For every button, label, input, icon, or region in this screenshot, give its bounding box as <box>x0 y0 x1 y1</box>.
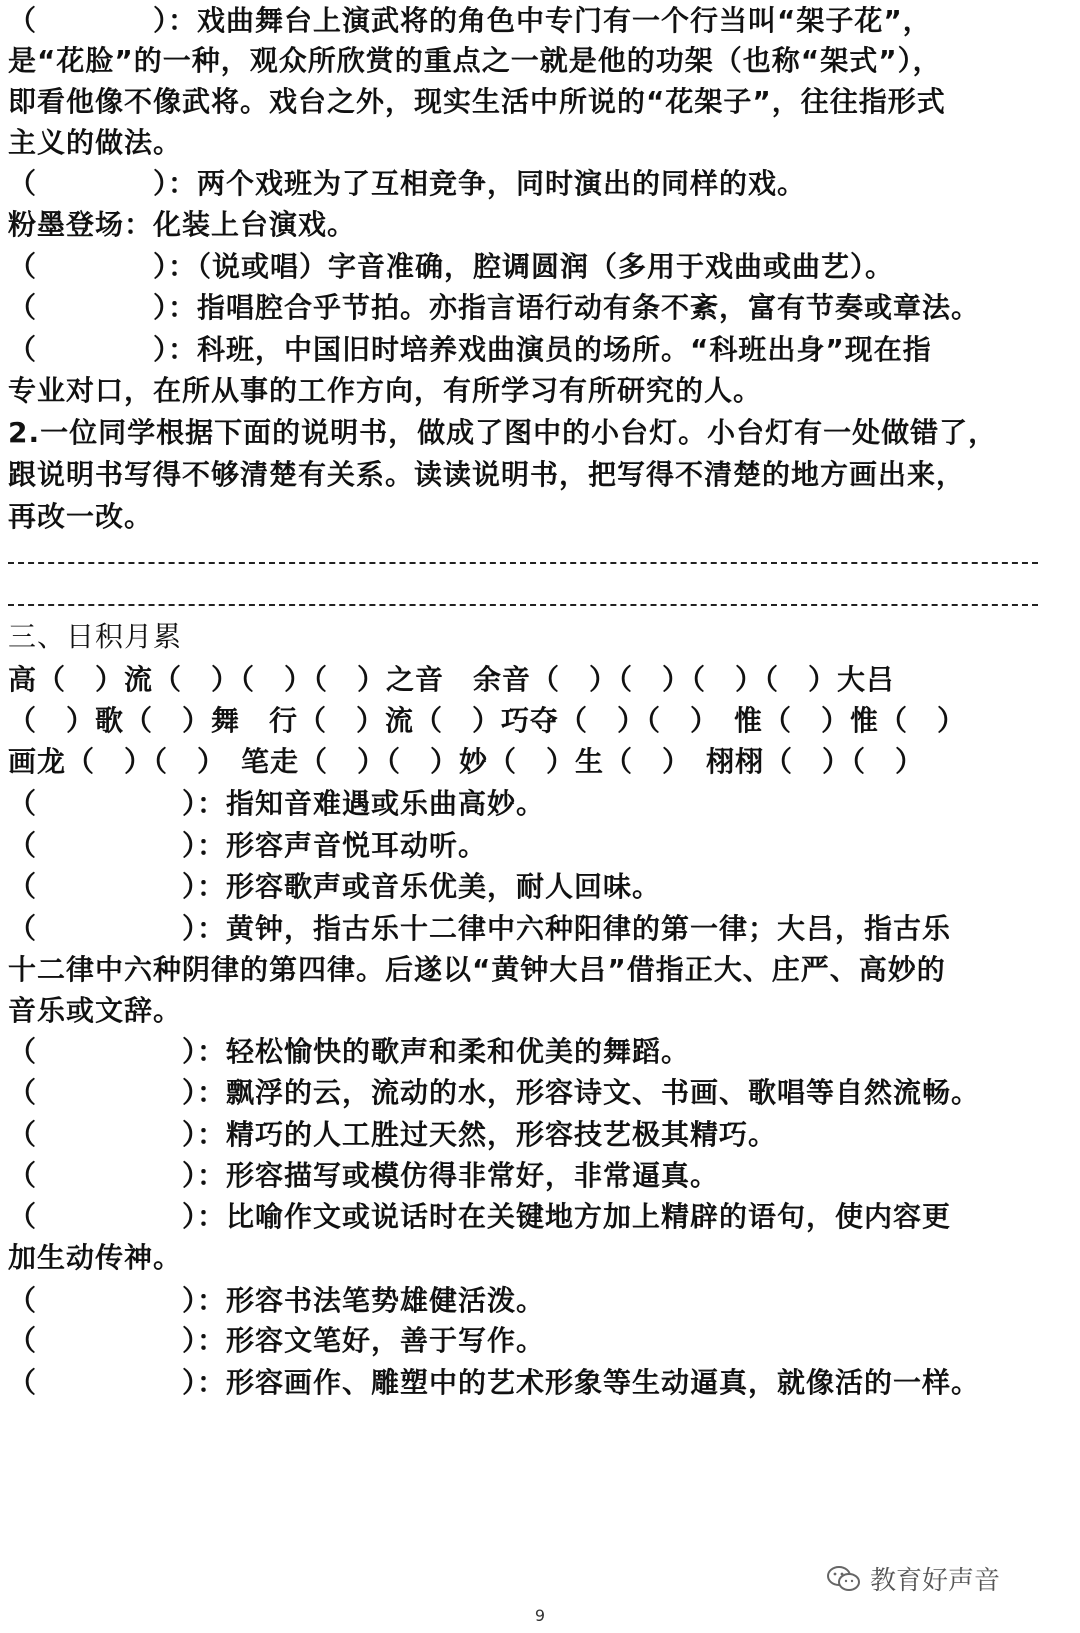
section-heading: 三、日积月累 <box>8 620 183 653</box>
text-line: （ ）：两个戏班为了互相竞争，同时演出的同样的戏。 <box>8 167 807 200</box>
definition-line: （ ）：轻松愉快的歌声和柔和优美的舞蹈。 <box>8 1035 691 1068</box>
definition-line: （ ）：精巧的人工胜过天然，形容技艺极其精巧。 <box>8 1118 778 1151</box>
definition-line: （ ）：形容描写或模仿得非常好，非常逼真。 <box>8 1159 720 1192</box>
question-text: 跟说明书写得不够清楚有关系。读读说明书，把写得不清楚的地方画出来， <box>8 458 966 491</box>
definition-line: （ ）：比喻作文或说话时在关键地方加上精辟的语句，使内容更 <box>8 1200 952 1233</box>
text-line: 专业对口，在所从事的工作方向，有所学习有所研究的人。 <box>8 374 763 407</box>
definition-line: （ ）：形容歌声或音乐优美，耐人回味。 <box>8 870 662 903</box>
question-text: 再改一改。 <box>8 500 154 533</box>
definition-line: 加生动传神。 <box>8 1241 183 1274</box>
answer-line[interactable] <box>8 562 1038 564</box>
definition-line: （ ）：形容画作、雕塑中的艺术形象等生动逼真，就像活的一样。 <box>8 1366 981 1399</box>
watermark <box>826 1560 1000 1597</box>
definition-line: 音乐或文辞。 <box>8 994 183 1027</box>
text-line: （ ）：科班，中国旧时培养戏曲演员的场所。“科班出身”现在指 <box>8 333 932 366</box>
idiom-row: 画龙（ ）（ ） 笔走（ ）（ ）妙（ ）生（ ） 栩栩（ ）（ ） <box>8 745 925 778</box>
answer-line[interactable] <box>8 604 1038 606</box>
definition-line: （ ）：飘浮的云，流动的水，形容诗文、书画、歌唱等自然流畅。 <box>8 1076 981 1109</box>
idiom-row: （ ）歌（ ）舞 行（ ）流（ ）巧夺（ ）（ ） 惟（ ）惟（ ） <box>8 704 967 737</box>
text-line: 即看他像不像武将。戏台之外，现实生活中所说的“花架子”，往往指形式 <box>8 85 946 118</box>
text-line: （ ）：（说或唱）字音准确，腔调圆润（多用于戏曲或曲艺）。 <box>8 250 895 283</box>
text-line: （ ）：戏曲舞台上演武将的角色中专门有一个行当叫“架子花”， <box>8 4 932 37</box>
definition-line: （ ）：形容书法笔势雄健活泼。 <box>8 1284 546 1317</box>
idiom-row: 高（ ）流（ ）（ ）（ ）之音 余音（ ）（ ）（ ）（ ）大吕 <box>8 663 896 696</box>
page-number: 9 <box>534 1606 546 1625</box>
text-line: 是“花脸”的一种，观众所欣赏的重点之一就是他的功架（也称“架式”）， <box>8 44 942 77</box>
wechat-icon <box>826 1565 862 1593</box>
text-line: 主义的做法。 <box>8 126 183 159</box>
definition-line: （ ）：形容文笔好，善于写作。 <box>8 1324 546 1357</box>
text-line: 粉墨登场：化装上台演戏。 <box>8 208 357 241</box>
definition-line: （ ）：黄钟，指古乐十二律中六种阳律的第一律；大吕，指古乐 <box>8 912 952 945</box>
definition-line: 十二律中六种阴律的第四律。后遂以“黄钟大吕”借指正大、庄严、高妙的 <box>8 953 946 986</box>
text-line: （ ）：指唱腔合乎节拍。亦指言语行动有条不紊，富有节奏或章法。 <box>8 291 981 324</box>
definition-line: （ ）：形容声音悦耳动听。 <box>8 829 488 862</box>
question-text: 2.一位同学根据下面的说明书，做成了图中的小台灯。小台灯有一处做错了， <box>8 416 998 449</box>
watermark-text: 教育好声音 <box>869 1566 1000 1596</box>
definition-line: （ ）：指知音难遇或乐曲高妙。 <box>8 787 546 820</box>
